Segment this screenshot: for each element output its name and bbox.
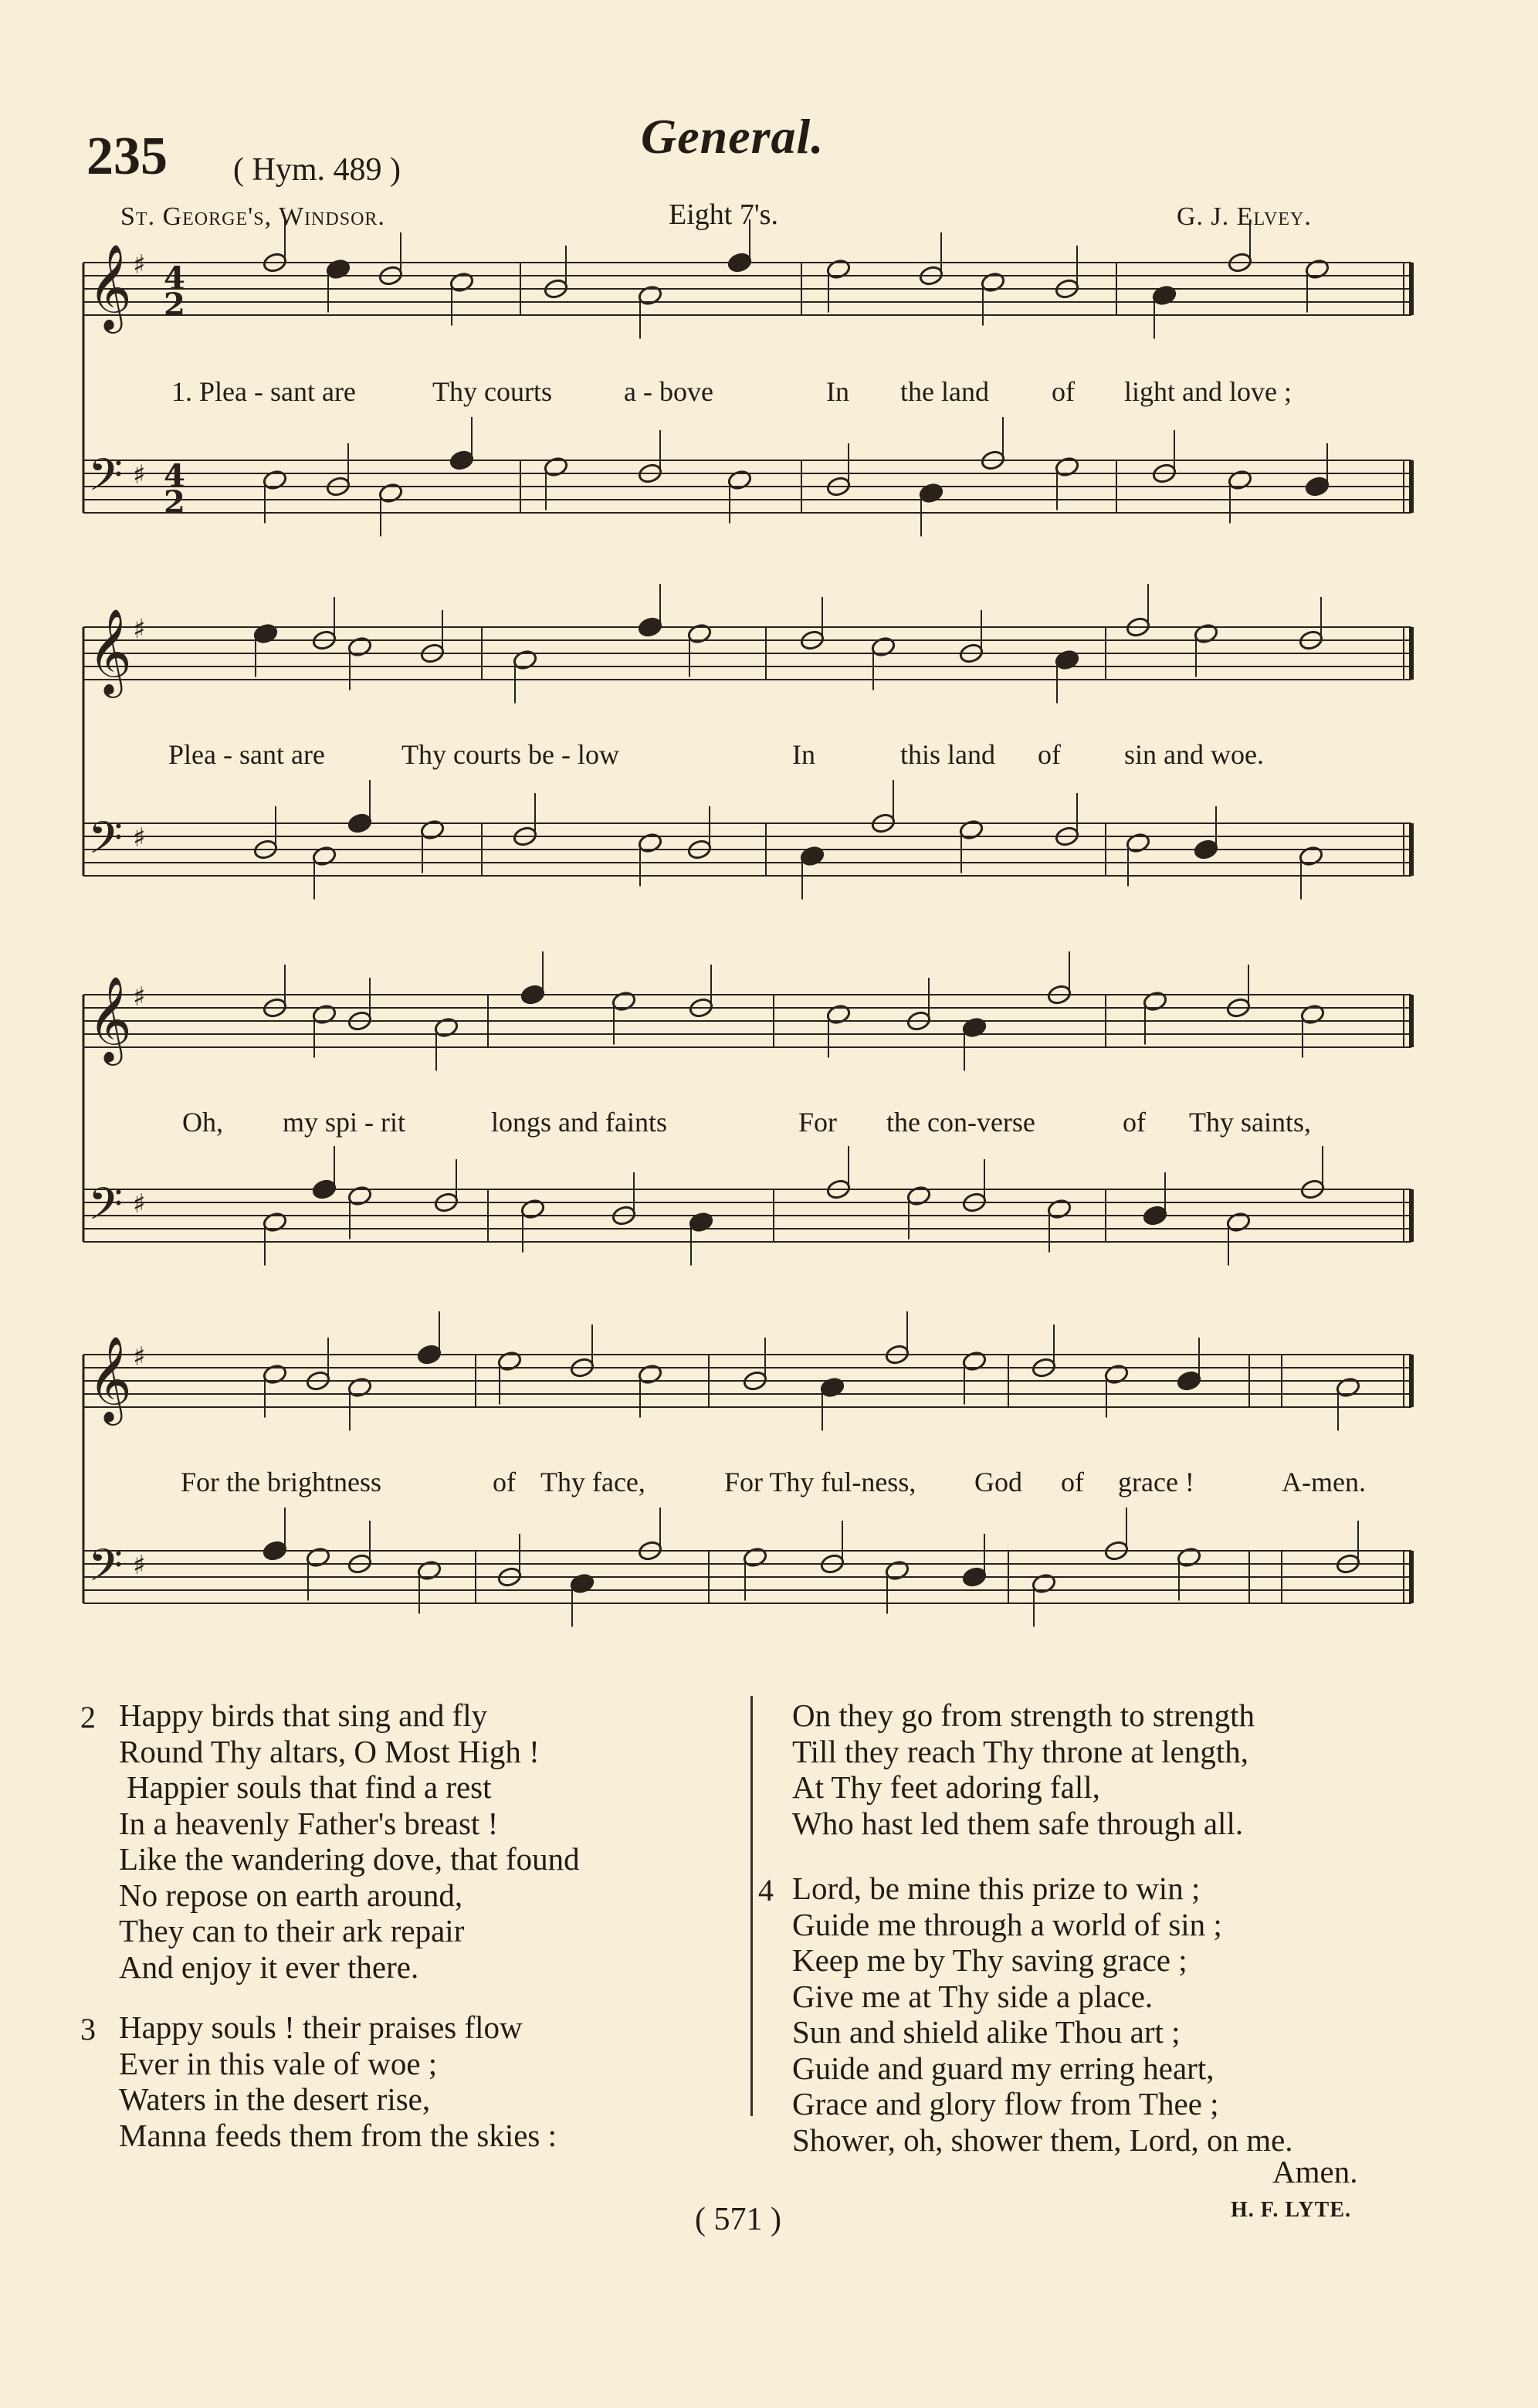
notehead-icon	[958, 819, 984, 840]
lyric-segment: 1. Plea - sant are	[171, 376, 356, 407]
lyric-segment: of	[1052, 376, 1075, 407]
notehead-icon	[870, 636, 896, 657]
lyric-segment: longs and faints	[491, 1107, 667, 1138]
notehead-icon	[1299, 1003, 1325, 1025]
lyric-segment: Plea - sant are	[168, 739, 325, 770]
notehead-icon	[1031, 1572, 1056, 1594]
notehead-icon	[1151, 284, 1177, 306]
hymn-number: 235	[86, 127, 168, 186]
key-signature-sharp-icon: ♯	[133, 249, 146, 280]
verse-line: On they go from strength to strength	[792, 1697, 1255, 1733]
verse-line: Happy birds that sing and fly	[119, 1697, 488, 1733]
notehead-icon	[520, 1198, 545, 1219]
notehead-icon	[1298, 845, 1323, 867]
notehead-icon	[1142, 990, 1167, 1012]
lyric-segment: this land	[900, 739, 995, 770]
key-signature-sharp-icon: ♯	[133, 1550, 146, 1581]
bass-clef-icon: 𝄢	[88, 812, 124, 875]
verse-line: Round Thy altars, O Most High !	[119, 1733, 540, 1769]
treble-clef-icon: 𝄞	[88, 608, 132, 694]
time-signature-icon: 2	[164, 484, 185, 521]
lyric-segment: Thy courts be - low	[401, 739, 619, 770]
verse-line: Grace and glory flow from Thee ;	[792, 2086, 1219, 2121]
notehead-icon	[1304, 258, 1330, 280]
key-signature-sharp-icon: ♯	[133, 822, 146, 853]
verse-line: No repose on earth around,	[119, 1877, 463, 1913]
lyric-segment: Thy saints,	[1189, 1107, 1311, 1138]
verse-3-part-2	[792, 1697, 1255, 1841]
verse-line: Shower, oh, shower them, Lord, on me.	[792, 2121, 1293, 2158]
notehead-icon	[961, 1566, 987, 1588]
page-number: ( 571 )	[695, 2202, 781, 2237]
meter: Eight 7's.	[669, 198, 778, 231]
verse-line: Guide and guard my erring heart,	[792, 2050, 1214, 2086]
amen: Amen.	[1272, 2154, 1358, 2189]
verse-number: 3	[80, 2012, 96, 2047]
time-signature-icon: 4	[164, 260, 185, 297]
notehead-icon	[1054, 649, 1079, 670]
key-signature-sharp-icon: ♯	[133, 1341, 146, 1372]
composer: G. J. Elvey.	[1177, 202, 1312, 231]
key-signature-sharp-icon: ♯	[133, 460, 146, 490]
notehead-icon	[1125, 832, 1150, 853]
notehead-icon	[1103, 1363, 1129, 1385]
section-title: General.	[641, 109, 825, 164]
lyric-segment: God	[974, 1467, 1022, 1497]
treble-clef-icon: 𝄞	[88, 243, 132, 330]
lyric-segment: Oh,	[182, 1107, 223, 1138]
lyric-segment: For	[798, 1107, 838, 1138]
notehead-icon	[347, 812, 372, 834]
notehead-icon	[637, 616, 662, 638]
verse-line: And enjoy it ever there.	[119, 1948, 419, 1985]
bass-clef-icon: 𝄢	[88, 449, 124, 512]
notehead-icon	[1193, 622, 1218, 644]
verse-line: Waters in the desert rise,	[119, 2081, 431, 2117]
verse-line: Who hast led them safe through all.	[792, 1805, 1244, 1841]
lyric-segment: of	[1061, 1467, 1084, 1497]
verse-line: Keep me by Thy saving grace ;	[792, 1942, 1187, 1978]
lyric-segment: In	[826, 376, 849, 407]
verse-line: Manna feeds them from the skies :	[119, 2117, 557, 2153]
hymnal-reference: ( Hym. 489 )	[233, 152, 401, 188]
bass-clef-icon: 𝄢	[88, 1539, 124, 1603]
lyric-segment: of	[1123, 1107, 1146, 1138]
notehead-icon	[686, 622, 712, 644]
notehead-icon	[512, 649, 537, 670]
verse-line: Like the wandering dove, that found	[119, 1841, 580, 1877]
time-signature-icon: 2	[164, 287, 185, 323]
notehead-icon	[347, 1376, 372, 1398]
notehead-icon	[1046, 1198, 1072, 1219]
notehead-icon	[825, 258, 851, 280]
notehead-icon	[378, 482, 403, 504]
notehead-icon	[884, 1559, 910, 1581]
verse-number: 2	[80, 1700, 96, 1735]
verse-line: Happier souls that find a rest	[127, 1769, 492, 1805]
key-signature-sharp-icon: ♯	[133, 614, 146, 645]
verse-line: Sun and shield alike Thou art ;	[792, 2014, 1181, 2050]
notehead-icon	[1335, 1376, 1360, 1398]
lyric-segment: sin and woe.	[1124, 739, 1264, 770]
verse-line: Happy souls ! their praises flow	[119, 2009, 523, 2045]
notehead-icon	[433, 1016, 459, 1038]
notehead-icon	[819, 1376, 845, 1398]
author: H. F. LYTE.	[1231, 2198, 1351, 2222]
verse-line: At Thy feet adoring fall,	[792, 1769, 1100, 1805]
notehead-icon	[918, 482, 943, 504]
notehead-icon	[1176, 1546, 1201, 1568]
lyric-segment: a - bove	[624, 376, 713, 407]
key-signature-sharp-icon: ♯	[133, 1189, 146, 1219]
verse-4	[792, 1870, 1293, 2158]
notehead-icon	[1176, 1370, 1201, 1392]
notehead-icon	[305, 1546, 330, 1568]
notehead-icon	[449, 449, 474, 471]
notehead-icon	[825, 1003, 851, 1025]
verse-3-part-1	[119, 2009, 557, 2153]
lyric-segment: grace !	[1118, 1467, 1194, 1497]
lyric-segment: the land	[900, 376, 989, 407]
verse-line: In a heavenly Father's breast !	[119, 1805, 499, 1841]
notehead-icon	[1142, 1205, 1167, 1226]
key-signature-sharp-icon: ♯	[133, 982, 146, 1012]
notehead-icon	[311, 1179, 337, 1200]
notehead-icon	[347, 1185, 372, 1206]
notehead-icon	[569, 1572, 595, 1594]
verse-line: Guide me through a world of sin ;	[792, 1906, 1222, 1942]
notehead-icon	[416, 1559, 442, 1581]
notehead-icon	[1054, 456, 1079, 477]
notehead-icon	[262, 1211, 287, 1233]
notehead-icon	[419, 819, 445, 840]
notehead-icon	[416, 1344, 442, 1365]
lyric-segment: For Thy ful-ness,	[724, 1467, 916, 1497]
verse-line: They can to their ark repair	[119, 1913, 465, 1948]
notehead-icon	[637, 832, 662, 853]
notehead-icon	[637, 284, 662, 306]
notehead-icon	[637, 1363, 662, 1385]
lyric-segment: A-men.	[1282, 1467, 1366, 1497]
verse-line: Lord, be mine this prize to win ;	[792, 1870, 1201, 1906]
notehead-icon	[727, 469, 752, 490]
verse-number: 4	[758, 1873, 774, 1908]
notehead-icon	[611, 990, 636, 1012]
notehead-icon	[961, 1016, 987, 1038]
lyric-segment: Thy face,	[540, 1467, 645, 1497]
lyric-segment: of	[1038, 739, 1061, 770]
lyric-segment: In	[792, 739, 815, 770]
notehead-icon	[325, 258, 351, 280]
column-divider	[750, 1696, 753, 2116]
lyric-segment: my spi - rit	[283, 1107, 405, 1138]
treble-clef-icon: 𝄞	[88, 975, 132, 1062]
tune-name: St. George's, Windsor.	[120, 202, 385, 231]
notehead-icon	[449, 271, 474, 293]
notehead-icon	[742, 1546, 767, 1568]
notehead-icon	[980, 271, 1005, 293]
lyric-segment: the con-verse	[886, 1107, 1035, 1138]
notehead-icon	[799, 845, 825, 867]
treble-clef-icon: 𝄞	[88, 1335, 132, 1422]
notehead-icon	[496, 1350, 522, 1372]
notehead-icon	[520, 984, 545, 1006]
notehead-icon	[961, 1350, 987, 1372]
notehead-icon	[543, 456, 568, 477]
time-signature-icon: 4	[164, 458, 185, 494]
verse-line: Give me at Thy side a place.	[792, 1978, 1154, 2014]
notehead-icon	[688, 1211, 713, 1233]
notehead-icon	[252, 622, 278, 644]
notehead-icon	[1304, 476, 1330, 497]
lyric-segment: light and love ;	[1124, 376, 1292, 407]
bass-clef-icon: 𝄢	[88, 1178, 124, 1241]
notehead-icon	[347, 636, 372, 657]
notehead-icon	[262, 1363, 287, 1385]
lyric-segment: Thy courts	[432, 376, 552, 407]
verse-2	[119, 1697, 580, 1985]
notehead-icon	[262, 469, 287, 490]
verse-line: Till they reach Thy throne at length,	[792, 1733, 1248, 1769]
verse-line: Ever in this vale of woe ;	[119, 2045, 438, 2081]
notehead-icon	[1227, 469, 1252, 490]
notehead-icon	[1193, 839, 1218, 860]
notehead-icon	[311, 845, 337, 867]
lyric-segment: of	[493, 1467, 516, 1497]
notehead-icon	[262, 1540, 287, 1562]
notehead-icon	[1225, 1211, 1251, 1233]
notehead-icon	[906, 1185, 931, 1206]
notehead-icon	[311, 1003, 337, 1025]
lyric-segment: For the brightness	[181, 1467, 381, 1497]
notehead-icon	[727, 252, 752, 273]
